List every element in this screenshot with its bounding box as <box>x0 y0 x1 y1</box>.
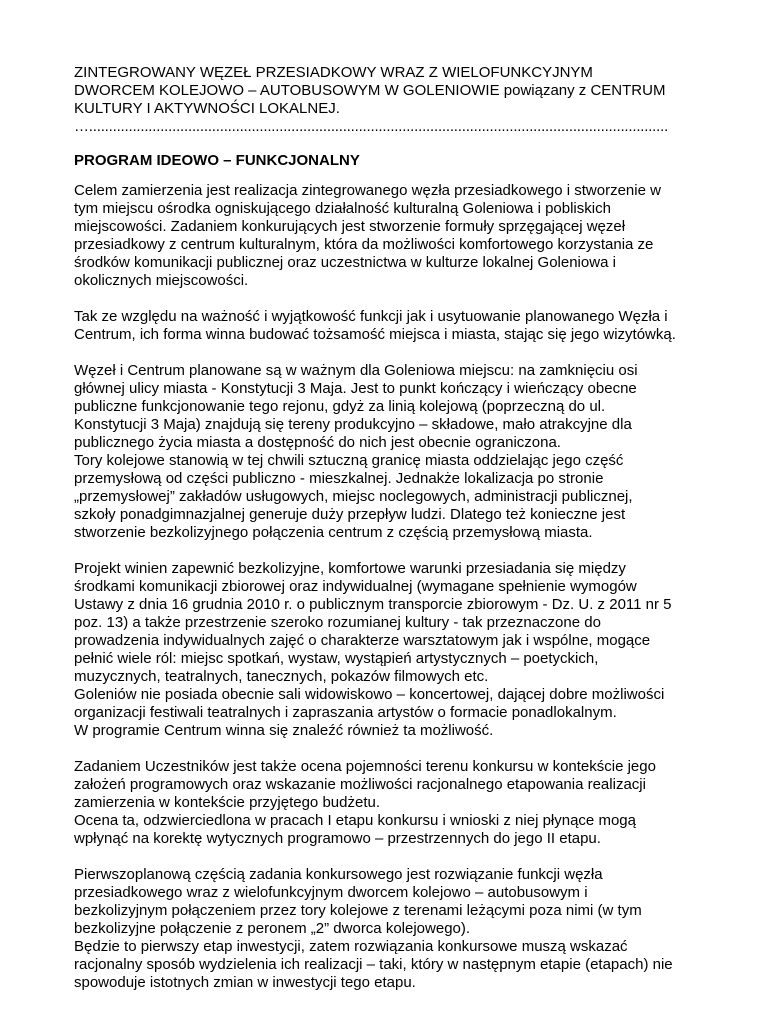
paragraph-first-stage: Pierwszoplanową częścią zadania konkursowego jest rozwiązanie funkcji węzła przesiadkowego wraz z wielofunkcyjnym dworcem kolejowo – autobusowym i bezkolizyjnym połączeniem przez tory kolejowe z terenami leżącymi poza nimi (w tym bezkolizyjne połączenie z peronem „2” dworca kolejowego). Będzie to pierwszy etap inwestycji, zatem rozwiązania konkursowe muszą wskazać racjonalny sposób wydzielenia ich realizacji – taki, który w następnym etapie (etapach) nie spowoduje istotnych zmian w inwestycji tego etapu. <box>74 866 673 991</box>
paragraph-identity: Tak ze względu na ważność i wyjątkowość funkcji jak i usytuowanie planowanego Węzła i Centrum, ich forma winna budować tożsamość miejsca i miasta, stając się jego wizytówką. <box>74 308 676 343</box>
paragraph-location: Węzeł i Centrum planowane są w ważnym dla Goleniowa miejscu: na zamknięciu osi głównej ulicy miasta - Konstytucji 3 Maja. Jest to punkt kończący i wieńczący obecne publiczne funkcjonowanie tego rejonu, gdyż za linią kolejową (poprzeczną do ul. Konstytucji 3 Maja) znajdują się tereny produkcyjno – składowe, mało atrakcyjne dla publicznego życia miasta a dostępność do nich jest obecnie ograniczona. Tory kolejowe stanowią w tej chwili sztuczną granicę miasta oddzielając jego część przemysłową od części publiczno - mieszkalnej. Jednakże lokalizacja po stronie „przemysłowej” zakładów usługowych, miejsc noclegowych, administracji publicznej, szkoły ponadgimnazjalnej generuje duży przepływ ludzi. Dlatego też konieczne jest stworzenie bezkolizyjnego połączenia centrum z częścią przemysłową miasta. <box>74 362 638 541</box>
paragraph-assessment: Zadaniem Uczestników jest także ocena pojemności terenu konkursu w kontekście jego założeń programowych oraz wskazanie możliwości racjonalnego etapowania realizacji zamierzenia w kontekście przyjętego budżetu. Ocena ta, odzwierciedlona w pracach I etapu konkursu i wnioski z niej płynące mogą wpłynąć na korektę wytycznych programowo – przestrzennych do jego II etapu. <box>74 758 656 847</box>
section-heading: PROGRAM IDEOWO – FUNKCJONALNY <box>74 152 360 169</box>
paragraph-goal: Celem zamierzenia jest realizacja zintegrowanego węzła przesiadkowego i stworzenie w tym miejscu ośrodka ogniskującego działalność kulturalną Goleniowa i pobliskich miejscowości. Zadaniem konkurujących jest stworzenie formuły sprzęgającej węzeł przesiadkowy z centrum kulturalnym, która da możliwości komfortowego korzystania ze środków komunikacji publicznej oraz uczestnictwa w kulturze lokalnej Goleniowa i okolicznych miejscowości. <box>74 182 661 289</box>
dotted-separator: ….................................................................................................................................................. <box>74 118 669 135</box>
document-page <box>74 64 706 1010</box>
paragraph-requirements: Projekt winien zapewnić bezkolizyjne, komfortowe warunki przesiadania się między środkami komunikacji zbiorowej oraz indywidualnej (wymagane spełnienie wymogów Ustawy z dnia 16 grudnia 2010 r. o publicznym transporcie zbiorowym - Dz. U. z 2011 nr 5 poz. 13) a także przestrzenie szeroko rozumianej kultury - tak przeznaczone do prowadzenia indywidualnych zajęć o charakterze warsztatowym jak i wspólne, mogące pełnić wiele ról: miejsc spotkań, wystaw, wystąpień artystycznych – poetyckich, muzycznych, teatralnych, tanecznych, pokazów filmowych etc. Goleniów nie posiada obecnie sali widowiskowo – koncertowej, dającej dobre możliwości organizacji festiwali teatralnych i zapraszania artystów o formacie ponadlokalnym. W programie Centrum winna się znaleźć również ta możliwość. <box>74 560 672 739</box>
document-title: ZINTEGROWANY WĘZEŁ PRZESIADKOWY WRAZ Z WIELOFUNKCYJNYM DWORCEM KOLEJOWO – AUTOBUSOWYM W GOLENIOWIE powiązany z CENTRUM KULTURY I AKTYWNOŚCI LOKALNEJ. <box>74 64 666 117</box>
